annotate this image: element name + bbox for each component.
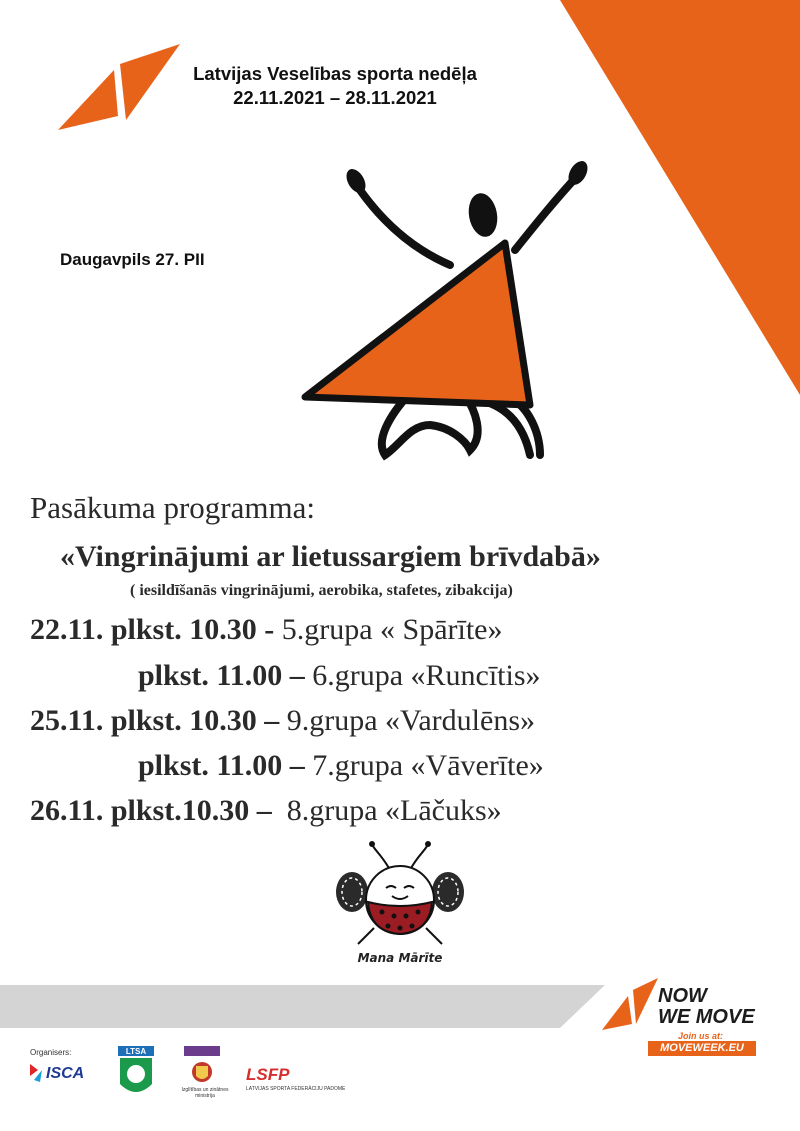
schedule-time: 26.11. plkst.10.30 – [30,794,272,827]
schedule-group: 7.grupa «Vāverīte» [304,749,544,782]
now-we-move-text: NOW [658,985,707,1007]
schedule-group: 9.grupa «Vardulēns» [279,704,535,737]
isca-logo-icon [28,1060,108,1084]
lsfp-logo-icon [244,1062,328,1086]
lsfp-logo-text: LSFP [246,1065,290,1084]
schedule-row [30,612,503,648]
schedule-row [138,748,544,784]
schedule-time: 25.11. plkst. 10.30 – [30,704,280,737]
program-note: ( iesildīšanās vingrinājumi, aerobika, stafetes, zibakcija) [130,582,513,599]
program-subtitle: «Vingrinājumi ar lietussargiem brīvdabā» [60,540,601,573]
jumping-figure-illustration [290,155,600,465]
schedule-row [30,793,502,829]
schedule-row [30,703,535,739]
schedule-group: 5.grupa « Spārīte» [274,613,503,646]
ministry-coat-of-arms-icon [182,1044,222,1088]
schedule-time: plkst. 11.00 – [138,749,305,782]
program-title: Pasākuma programma: [30,490,315,525]
lsfp-subtitle: LATVIJAS SPORTA FEDERĀCIJU PADOME [246,1086,346,1092]
ministry-name: Izglītības un zinātnes ministrija [181,1087,229,1099]
moveweek-url[interactable]: MOVEWEEK.EU [648,1041,756,1056]
isca-logo-text: ISCA [46,1065,85,1082]
join-us-label: Join us at: [678,1031,724,1041]
schedule-group: 6.grupa «Runcītis» [304,659,541,692]
event-dates: 22.11.2021 – 28.11.2021 [233,87,437,108]
now-we-move-text-2: WE MOVE [658,1006,755,1028]
event-title-block [150,62,520,110]
schedule-time: plkst. 11.00 – [138,659,305,692]
schedule-row [138,658,541,694]
now-we-move-logo-icon [600,976,660,1036]
ladybug-mascot-icon [332,840,468,952]
event-title: Latvijas Veselības sporta nedēļa [193,63,477,84]
ltsa-logo-text: LTSA [125,1047,147,1056]
mascot-caption: Mana Mārīte [357,951,443,965]
schedule-group: 8.grupa «Lāčuks» [271,794,502,827]
organization-name: Daugavpils 27. PII [60,250,205,269]
schedule-time: 22.11. plkst. 10.30 - [30,613,275,646]
organisers-label: Organisers: [30,1048,72,1057]
ltsa-logo-icon [116,1044,156,1102]
